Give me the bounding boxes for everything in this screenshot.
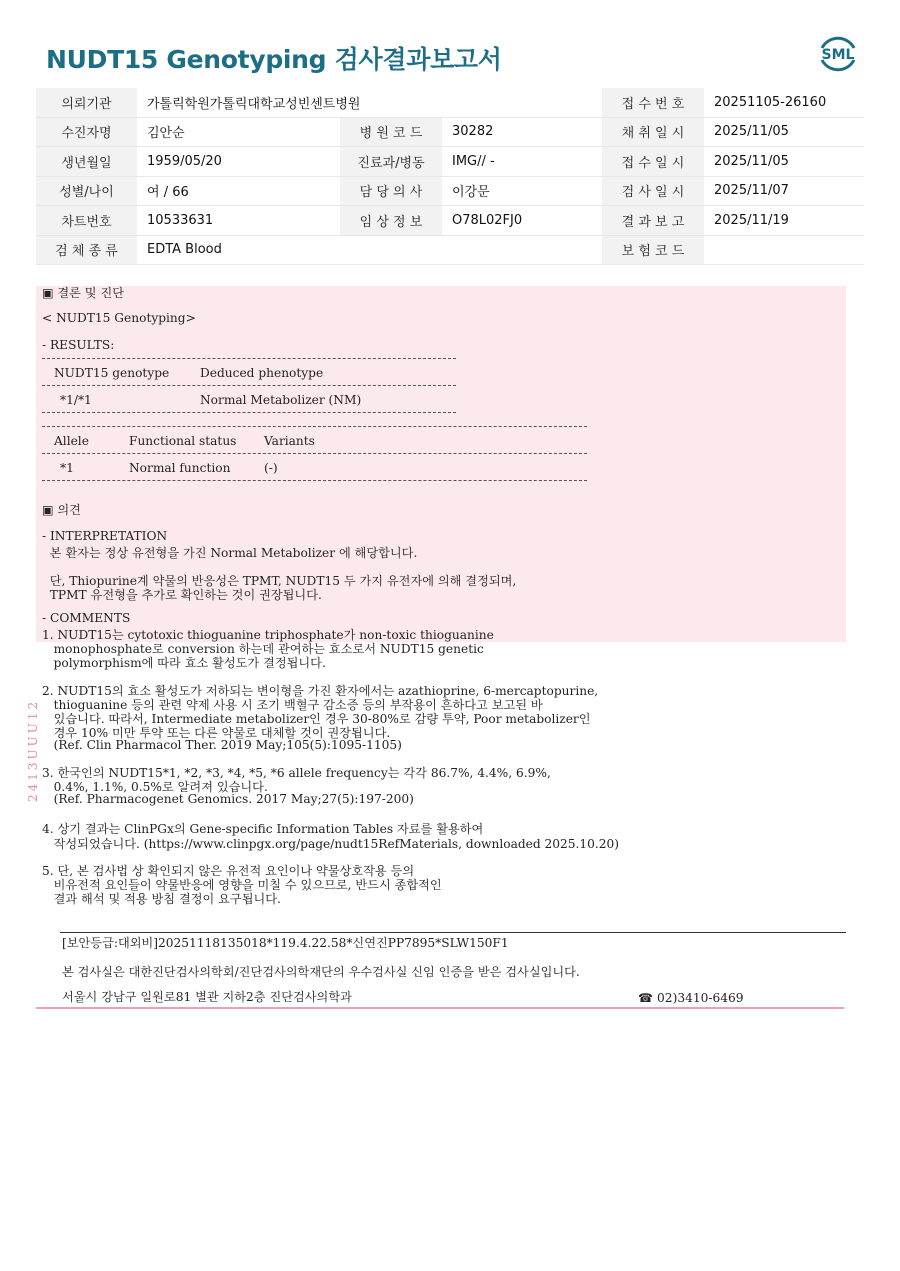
interpretation-heading: - INTERPRETATION [42, 529, 168, 543]
info-row [36, 235, 864, 265]
hospital-code-label: 병 원 코 드 [340, 117, 442, 147]
patient-info-table [36, 88, 864, 265]
address-line: 서울시 강남구 일원로81 별관 지하2층 진단검사의학과 [62, 990, 352, 1004]
insurance-value [704, 235, 864, 265]
test-date-value: 2025/11/07 [704, 176, 864, 206]
function-col-header: Functional status [129, 434, 237, 448]
dob-value: 1959/05/20 [137, 147, 340, 177]
phenotype-col-header: Deduced phenotype [200, 366, 324, 380]
insurance-label: 보 험 코 드 [602, 235, 704, 265]
comment-line: 작성되었습니다. (https://www.clinpgx.org/page/nudt15RefMaterials, downloaded 2025.10.20) [42, 837, 620, 851]
report-title: NUDT15 Genotyping 검사결과보고서 [46, 45, 502, 74]
divider [42, 426, 587, 427]
receipt-no-value: 20251105-26160 [704, 88, 864, 117]
comment-line: 결과 해석 및 적용 방침 결정이 요구됩니다. [42, 892, 281, 906]
specimen-value: EDTA Blood [137, 235, 602, 265]
receipt-no-label: 접 수 번 호 [602, 88, 704, 117]
logo-text: SML [821, 47, 855, 63]
comment-line: 경우 10% 미만 투약 또는 다른 약물로 대체할 것이 권장됩니다. [42, 726, 391, 740]
footer-rule [60, 932, 846, 933]
doctor-value: 이강문 [442, 176, 602, 206]
chart-no-value: 10533631 [137, 206, 340, 236]
comments-heading: - COMMENTS [42, 611, 131, 625]
info-row [36, 176, 864, 206]
institution-value: 가톨릭학원가톨릭대학교성빈센트병원 [137, 88, 602, 117]
sml-logo-icon [814, 30, 862, 78]
comment-line: 4. 상기 결과는 ClinPGx의 Gene-specific Information Tables 자료를 활용하여 [42, 822, 484, 836]
comment-line: polymorphism에 따라 효소 활성도가 결정됩니다. [42, 656, 326, 670]
opinion-heading: ▣ 의견 [42, 503, 81, 517]
security-line: [보안등급:대외비]20251118135018*119.4.22.58*신연진PP7895*SLW150F1 [62, 936, 509, 950]
variants-col-header: Variants [264, 434, 315, 448]
patient-label: 수진자명 [36, 117, 137, 147]
chart-no-label: 차트번호 [36, 206, 137, 236]
interpretation-line: TPMT 유전형을 추가로 확인하는 것이 권장됩니다. [42, 588, 322, 602]
receipt-date-value: 2025/11/05 [704, 147, 864, 177]
doctor-label: 담 당 의 사 [340, 176, 442, 206]
genotype-value: *1/*1 [60, 393, 92, 407]
dept-label: 진료과/병동 [340, 147, 442, 177]
comment-line: 1. NUDT15는 cytotoxic thioguanine triphosphate가 non-toxic thioguanine [42, 628, 494, 642]
scanned-report [26, 272, 850, 1012]
collection-date-label: 채 취 일 시 [602, 117, 704, 147]
info-row [36, 117, 864, 147]
interpretation-line: 본 환자는 정상 유전형을 가진 Normal Metabolizer 에 해당합니다. [42, 546, 418, 560]
info-row [36, 88, 864, 117]
comment-line: 2. NUDT15의 효소 활성도가 저하되는 변이형을 가진 환자에서는 azathioprine, 6-mercaptopurine, [42, 684, 599, 698]
dept-value: IMG// - [442, 147, 602, 177]
results-heading: - RESULTS: [42, 338, 115, 352]
divider [42, 385, 456, 386]
comment-line: (Ref. Clin Pharmacol Ther. 2019 May;105(5):1095-1105) [42, 738, 402, 752]
interpretation-line: 단, Thiopurine계 약물의 반응성은 TPMT, NUDT15 두 가지 유전자에 의해 결정되며, [42, 574, 517, 588]
clinical-value: O78L02FJ0 [442, 206, 602, 236]
report-date-label: 결 과 보 고 [602, 206, 704, 236]
allele-value: *1 [60, 461, 74, 475]
hospital-code-value: 30282 [442, 117, 602, 147]
certification-line: 본 검사실은 대한진단검사의학회/진단검사의학재단의 우수검사실 신임 인증을 받은 검사실입니다. [62, 965, 580, 979]
test-date-label: 검 사 일 시 [602, 176, 704, 206]
comment-line: 비유전적 요인들이 약물반응에 영향을 미칠 수 있으므로, 반드시 종합적인 [42, 878, 442, 892]
divider [42, 480, 587, 481]
sex-age-value: 여 / 66 [137, 176, 340, 206]
comment-line: 5. 단, 본 검사법 상 확인되지 않은 유전적 요인이나 약물상호작용 등의 [42, 864, 415, 878]
info-row [36, 206, 864, 236]
sex-age-label: 성별/나이 [36, 176, 137, 206]
comment-line: (Ref. Pharmacogenet Genomics. 2017 May;27(5):197-200) [42, 792, 414, 806]
specimen-label: 검 체 종 류 [36, 235, 137, 265]
divider [42, 358, 456, 359]
divider [42, 412, 456, 413]
report-date-value: 2025/11/19 [704, 206, 864, 236]
genotype-col-header: NUDT15 genotype [54, 366, 170, 380]
comment-line: thioguanine 등의 관련 약제 사용 시 조기 백혈구 감소증 등의 부작용이 흔하다고 보고된 바 [42, 698, 543, 712]
patient-value: 김안순 [137, 117, 340, 147]
function-value: Normal function [129, 461, 231, 475]
phone-line: ☎ 02)3410-6469 [638, 991, 744, 1005]
footer-red-rule [36, 1007, 844, 1009]
receipt-date-label: 접 수 일 시 [602, 147, 704, 177]
comment-line: 0.4%, 1.1%, 0.5%로 알려져 있습니다. [42, 780, 268, 794]
variants-value: (-) [264, 461, 278, 475]
clinical-label: 임 상 정 보 [340, 206, 442, 236]
collection-date-value: 2025/11/05 [704, 117, 864, 147]
test-name: < NUDT15 Genotyping> [42, 311, 196, 325]
comment-line: monophosphate로 conversion 하는데 관여하는 효소로서 NUDT15 genetic [42, 642, 484, 656]
allele-col-header: Allele [54, 434, 89, 448]
dob-label: 생년월일 [36, 147, 137, 177]
institution-label: 의뢰기관 [36, 88, 137, 117]
comment-line: 있습니다. 따라서, Intermediate metabolizer인 경우 30-80%로 감량 투약, Poor metabolizer인 [42, 712, 591, 726]
phenotype-value: Normal Metabolizer (NM) [200, 393, 362, 407]
divider [42, 453, 587, 454]
comment-line: 3. 한국인의 NUDT15*1, *2, *3, *4, *5, *6 allele frequency는 각각 86.7%, 4.4%, 6.9%, [42, 766, 551, 780]
side-stamp-code: 2413UUU12 [26, 698, 40, 802]
info-row [36, 147, 864, 177]
conclusion-heading: ▣ 결론 및 진단 [42, 286, 125, 300]
